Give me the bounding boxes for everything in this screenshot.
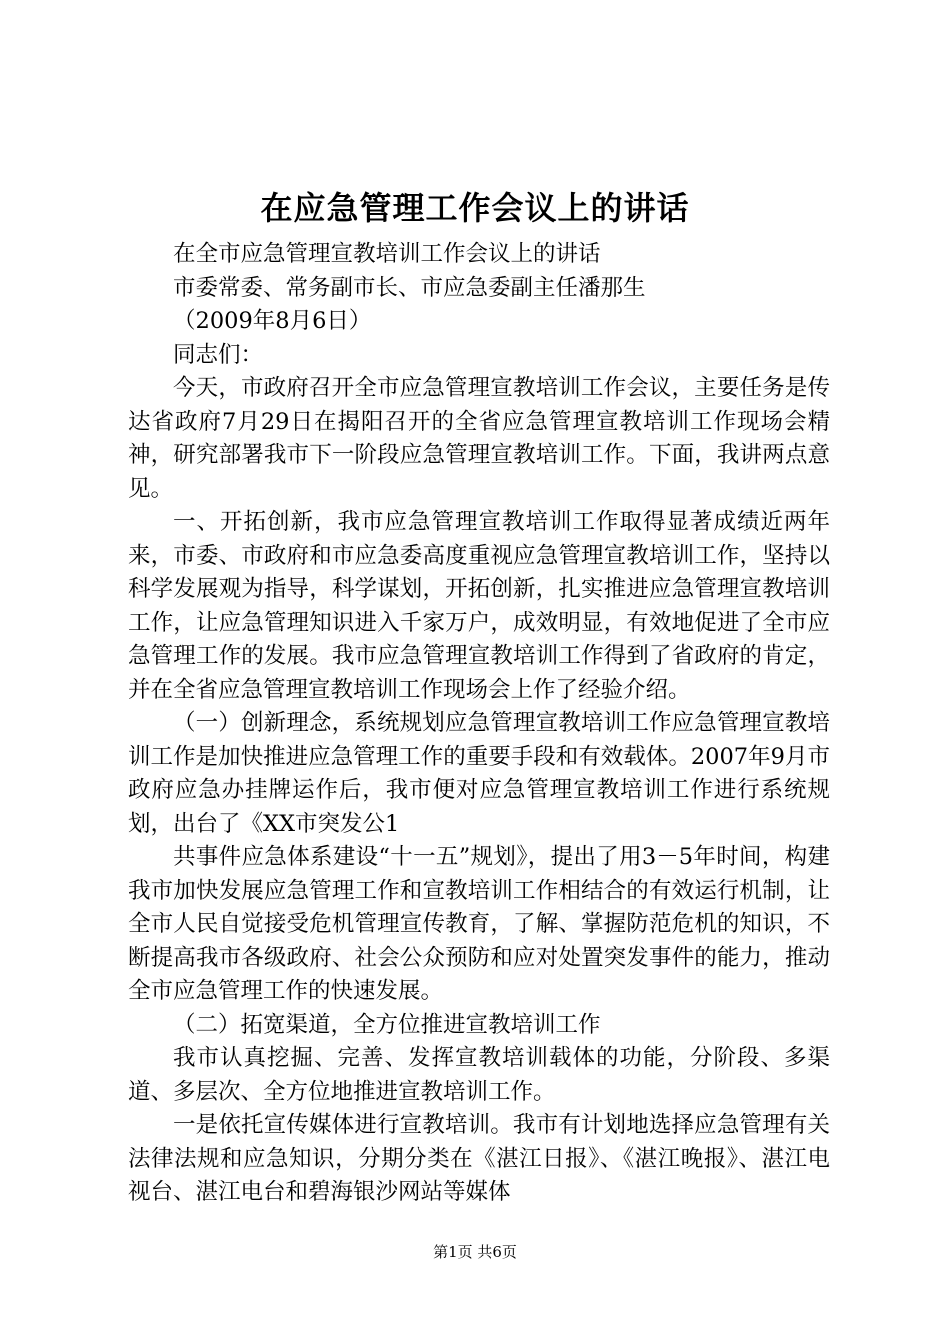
- document-title: 在应急管理工作会议上的讲话: [260, 189, 690, 227]
- paragraph: 共事件应急体系建设“十一五”规划》，提出了用3－5年时间，构建我市加快发展应急管理工作和宣教培训工作相结合的有效运行机制，让全市人民自觉接受危机管理宣传教育，了解、掌握防范危机的知识，不断提高我市各级政府、社会公众预防和应对处置突发事件的能力，推动全市应急管理工作的快速发展。: [128, 844, 830, 1004]
- paragraph: 一是依托宣传媒体进行宣教培训。我市有计划地选择应急管理有关法律法规和应急知识，分期分类在《湛江日报》、《湛江晚报》、湛江电视台、湛江电台和碧海银沙网站等媒体: [128, 1112, 830, 1205]
- paragraph: （一）创新理念，系统规划应急管理宣教培训工作应急管理宣教培训工作是加快推进应急管理工作的重要手段和有效载体。2007年9月市政府应急办挂牌运作后，我市便对应急管理宣教培训工作进行系统规划，出台了《XX市突发公1: [128, 710, 830, 837]
- section-heading: （二）拓宽渠道，全方位推进宣教培训工作: [173, 1011, 601, 1038]
- paragraph: 一、开拓创新，我市应急管理宣教培训工作取得显著成绩近两年来，市委、市政府和市应急委高度重视应急管理宣教培训工作，坚持以科学发展观为指导，科学谋划，开拓创新，扎实推进应急管理宣教培训工作，让应急管理知识进入千家万户，成效明显，有效地促进了全市应急管理工作的发展。我市应急管理宣教培训工作得到了省政府的肯定，并在全省应急管理宣教培训工作现场会上作了经验介绍。: [128, 509, 830, 703]
- page-footer: 第1页 共6页: [433, 1243, 517, 1261]
- salutation: 同志们：: [173, 341, 264, 368]
- date-line: （2009年8月6日）: [173, 308, 372, 334]
- paragraph: 今天，市政府召开全市应急管理宣教培训工作会议，主要任务是传达省政府7月29日在揭阳召开的全省应急管理宣教培训工作现场会精神，研究部署我市下一阶段应急管理宣教培训工作。下面，我讲两点意见。: [128, 375, 830, 502]
- paragraph: 我市认真挖掘、完善、发挥宣教培训载体的功能，分阶段、多渠道、多层次、全方位地推进宣教培训工作。: [128, 1045, 830, 1105]
- speaker-line: 市委常委、常务副市长、市应急委副主任潘那生: [173, 274, 646, 301]
- document-body: [128, 238, 830, 1210]
- subtitle-line: 在全市应急管理宣教培训工作会议上的讲话: [173, 241, 601, 267]
